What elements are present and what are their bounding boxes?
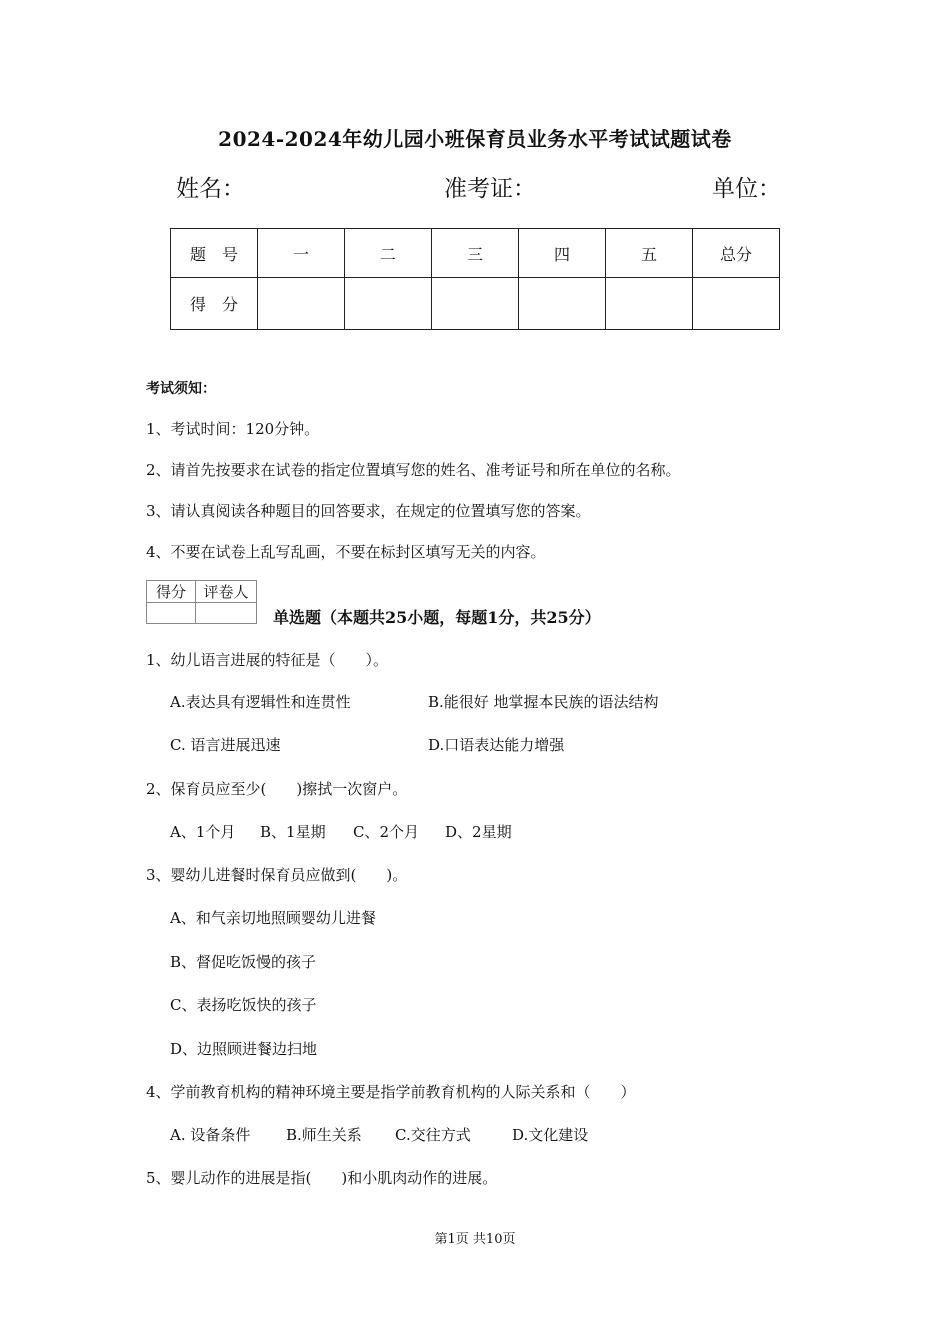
section-title: 单选题（本题共25小题，每题1分，共25分） xyxy=(273,608,601,627)
grader-score-label: 得分 xyxy=(147,581,196,603)
score-cell[interactable] xyxy=(519,278,606,330)
question-stem: 5、婴儿动作的进展是指( )和小肌肉动作的进展。 xyxy=(146,1169,498,1187)
score-table-header-cell: 四 xyxy=(519,229,606,278)
question-option: B.师生关系 xyxy=(286,1126,362,1144)
notice-heading: 考试须知： xyxy=(146,381,216,397)
question-stem: 1、幼儿语言进展的特征是（ ）。 xyxy=(146,651,389,669)
question-option: C、2个月 xyxy=(353,823,420,841)
score-table-header-cell: 五 xyxy=(606,229,693,278)
question-option: A、1个月 xyxy=(170,823,236,841)
question-option: A. 设备条件 xyxy=(170,1126,251,1144)
name-field-label: 姓名： xyxy=(176,176,245,202)
grader-reviewer-label: 评卷人 xyxy=(196,581,257,603)
notice-item: 4、不要在试卷上乱写乱画，不要在标封区填写无关的内容。 xyxy=(146,543,546,561)
score-cell[interactable] xyxy=(258,278,345,330)
question-option: D.文化建设 xyxy=(512,1126,589,1144)
question-option: B、督促吃饭慢的孩子 xyxy=(170,953,317,971)
exam-id-field-label: 准考证： xyxy=(444,176,536,202)
grader-reviewer-cell[interactable] xyxy=(196,603,257,624)
notice-item: 1、考试时间：120分钟。 xyxy=(146,420,320,438)
question-stem: 4、学前教育机构的精神环境主要是指学前教育机构的人际关系和（ ） xyxy=(146,1083,636,1101)
score-cell[interactable] xyxy=(432,278,519,330)
score-table-header-cell: 一 xyxy=(258,229,345,278)
score-table xyxy=(170,228,780,330)
score-table-header-cell: 总分 xyxy=(693,229,780,278)
score-table-header-row xyxy=(171,229,780,278)
question-option: B、1星期 xyxy=(260,823,326,841)
question-stem: 2、保育员应至少( )擦拭一次窗户。 xyxy=(146,780,408,798)
score-table-header-cell: 题 号 xyxy=(171,229,258,278)
score-cell[interactable] xyxy=(345,278,432,330)
score-table-score-row xyxy=(171,278,780,330)
grader-score-cell[interactable] xyxy=(147,603,196,624)
page-title: 2024-2024年幼儿园小班保育员业务水平考试试题试卷 xyxy=(218,127,732,151)
notice-item: 2、请首先按要求在试卷的指定位置填写您的姓名、准考证号和所在单位的名称。 xyxy=(146,461,681,479)
question-option: A.表达具有逻辑性和连贯性 xyxy=(170,693,351,711)
unit-field-label: 单位： xyxy=(712,176,781,202)
question-option: B.能很好 地掌握本民族的语法结构 xyxy=(428,693,659,711)
question-option: C、表扬吃饭快的孩子 xyxy=(170,996,317,1014)
page-footer: 第1页 共10页 xyxy=(434,1232,516,1247)
question-option: A、和气亲切地照顾婴幼儿进餐 xyxy=(170,909,376,927)
question-option: D.口语表达能力增强 xyxy=(428,736,565,754)
score-row-label: 得 分 xyxy=(171,278,258,330)
score-table-header-cell: 二 xyxy=(345,229,432,278)
question-stem: 3、婴幼儿进餐时保育员应做到( )。 xyxy=(146,866,408,884)
score-cell[interactable] xyxy=(693,278,780,330)
score-cell[interactable] xyxy=(606,278,693,330)
notice-item: 3、请认真阅读各种题目的回答要求，在规定的位置填写您的答案。 xyxy=(146,502,591,520)
score-table-header-cell: 三 xyxy=(432,229,519,278)
grader-box xyxy=(146,580,257,624)
question-option: D、2星期 xyxy=(445,823,512,841)
question-option: C.交往方式 xyxy=(395,1126,471,1144)
question-option: C. 语言进展迅速 xyxy=(170,736,281,754)
question-option: D、边照顾进餐边扫地 xyxy=(170,1040,318,1058)
